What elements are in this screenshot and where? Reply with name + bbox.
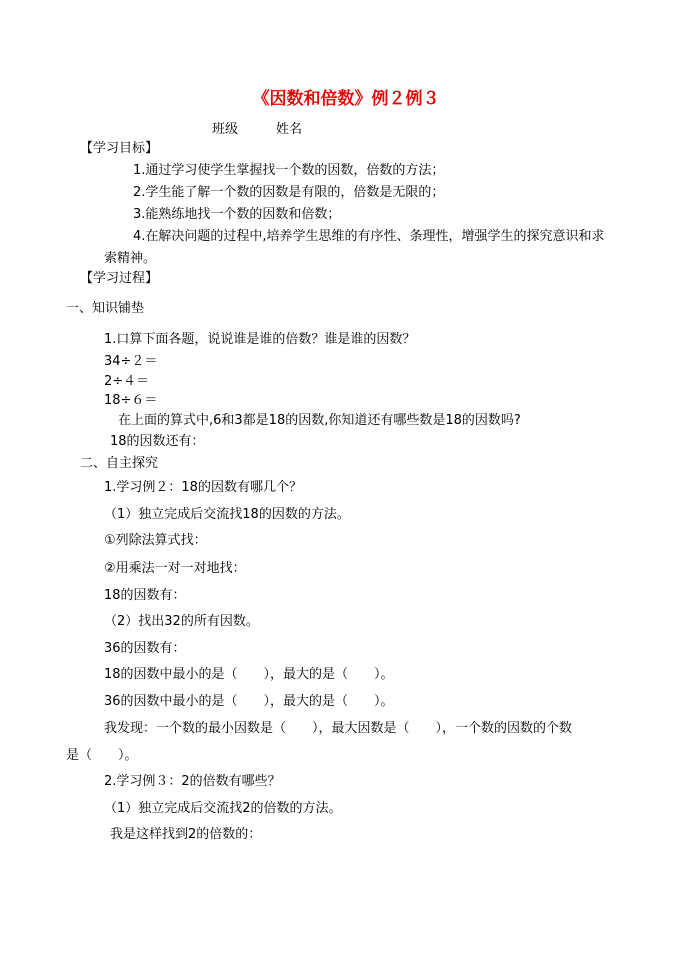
page-title: 《因数和倍数》例２例３ [252,89,440,109]
objective-item: 3.能熟练地找一个数的因数和倍数； [133,207,341,222]
class-name-line [212,121,302,139]
example-2-step-1: （1）独立完成后交流找18的因数的方法。 [104,507,350,522]
example-2-title: 1.学习例２：18的因数有哪几个？ [104,480,302,495]
discovery-line-2: 是（ ）。 [66,748,138,763]
factor-answer-prompt: 18的因数还有： [110,434,205,449]
class-label: 班级 [212,122,239,137]
calc-line: 18÷６＝ [104,393,158,408]
question-1: 1.口算下面各题，说说谁是谁的倍数？谁是谁的因数？ [104,332,416,347]
section1-heading: 一、知识铺垫 [66,301,145,316]
example-2-step-2: （2）找出32的所有因数。 [104,614,259,629]
objective-item: 4.在解决问题的过程中,培养学生思维的有序性、条理性，增强学生的探究意识和求 [133,229,605,244]
factor-question: 在上面的算式中,6和3都是18的因数,你知道还有哪些数是18的因数吗? [118,413,521,428]
process-heading: 【学习过程】 [80,271,159,286]
objective-item: 索精神。 [104,251,157,266]
factors-of-18: 18的因数有： [104,588,186,603]
name-label: 姓名 [276,122,303,137]
calc-line: 2÷４＝ [104,374,150,389]
calc-line: 34÷２＝ [104,354,158,369]
method-division: ①列除法算式找： [104,533,207,548]
min-max-18: 18的因数中最小的是（ ），最大的是（ ）。 [104,667,394,682]
example-3-title: 2.学习例３：2的倍数有哪些？ [104,774,281,789]
objectives-heading: 【学习目标】 [80,141,159,156]
objective-item: 2.学生能了解一个数的因数是有限的，倍数是无限的； [133,185,445,200]
objective-item: 1.通过学习使学生掌握找一个数的因数，倍数的方法； [133,163,445,178]
example-3-step-1: （1）独立完成后交流找2的倍数的方法。 [104,801,342,816]
discovery-line-1: 我发现：一个数的最小因数是（ ），最大因数是（ ），一个数的因数的个数 [104,721,573,736]
example-3-step-2: 我是这样找到2的倍数的： [110,827,262,842]
section2-heading: 二、自主探究 [80,456,159,471]
factors-of-36: 36的因数有： [104,641,186,656]
min-max-36: 36的因数中最小的是（ ），最大的是（ ）。 [104,694,394,709]
method-multiplication: ②用乘法一对一对地找： [104,561,246,576]
